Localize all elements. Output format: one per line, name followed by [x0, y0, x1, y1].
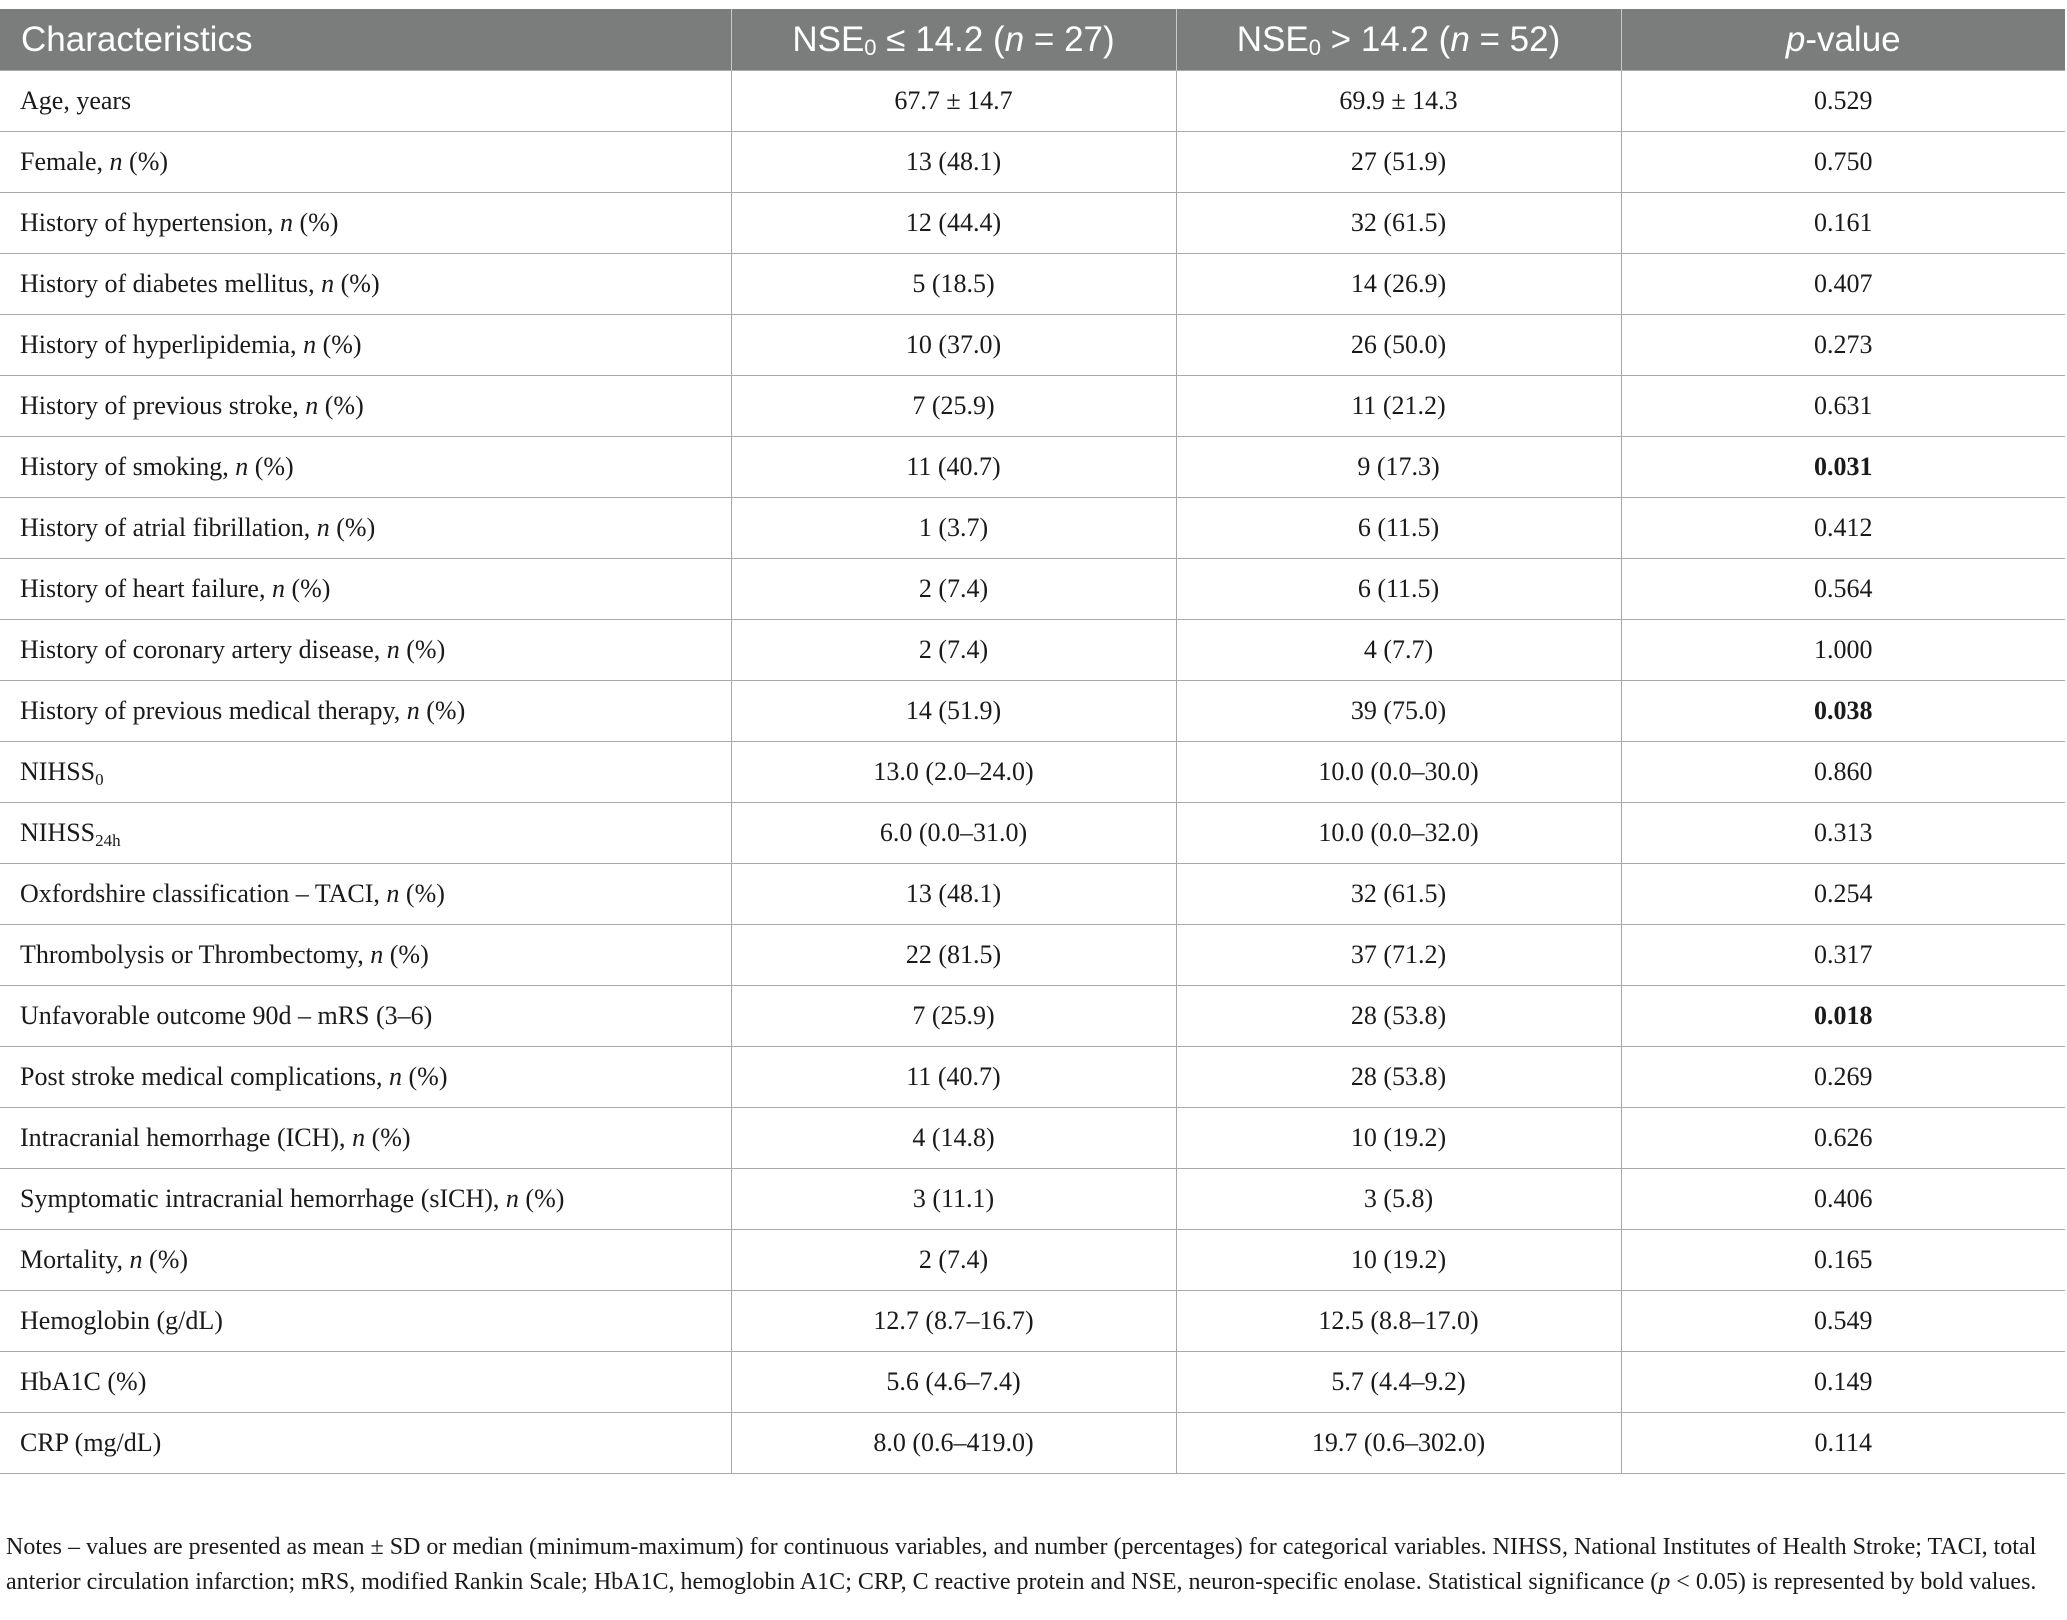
characteristic-subscript: 0 [95, 770, 104, 789]
characteristic-percent-suffix: (%) [399, 635, 446, 664]
characteristic-n-italic: n [321, 269, 335, 298]
cell-pvalue: 0.406 [1621, 1169, 2065, 1230]
cell-characteristic [0, 1291, 731, 1352]
cell-nse-high: 27 (51.9) [1176, 132, 1621, 193]
characteristic-label: Symptomatic intracranial hemorrhage (sICH), [20, 1184, 506, 1213]
characteristic-n-italic: n [305, 391, 319, 420]
characteristic-percent-suffix: (%) [399, 879, 445, 908]
table-header [0, 9, 2065, 71]
characteristic-percent-suffix: (%) [142, 1245, 189, 1274]
characteristic-label: Intracranial hemorrhage (ICH), [20, 1123, 353, 1152]
characteristic-n-italic: n [370, 940, 384, 969]
characteristic-label: History of diabetes mellitus, [20, 269, 322, 298]
header-nse-high-sub: 0 [1308, 34, 1321, 60]
characteristic-percent-suffix: (%) [284, 574, 331, 603]
cell-nse-high: 69.9 ± 14.3 [1176, 71, 1621, 132]
cell-characteristic [0, 1413, 731, 1474]
header-nse-high-n: n [1450, 19, 1470, 59]
cell-nse-high: 32 (61.5) [1176, 193, 1621, 254]
characteristic-percent-suffix: (%) [329, 513, 376, 542]
characteristic-n-italic: n [271, 574, 285, 603]
cell-characteristic [0, 1169, 731, 1230]
cell-pvalue: 0.860 [1621, 742, 2065, 803]
cell-pvalue: 0.269 [1621, 1047, 2065, 1108]
characteristic-label: Hemoglobin (g/dL) [20, 1306, 223, 1335]
cell-pvalue: 0.750 [1621, 132, 2065, 193]
characteristic-percent-suffix: (%) [383, 940, 429, 969]
header-nse-low [731, 9, 1176, 71]
cell-nse-high: 6 (11.5) [1176, 559, 1621, 620]
cell-nse-high: 28 (53.8) [1176, 986, 1621, 1047]
cell-nse-high: 10.0 (0.0–32.0) [1176, 803, 1621, 864]
characteristic-label: History of smoking, [20, 452, 236, 481]
cell-pvalue: 0.412 [1621, 498, 2065, 559]
cell-characteristic [0, 742, 731, 803]
cell-nse-low: 6.0 (0.0–31.0) [731, 803, 1176, 864]
characteristic-label: History of previous stroke, [20, 391, 306, 420]
table-row [0, 1352, 2065, 1413]
notes-text-part2: < 0.05) is represented by bold values. [1670, 1569, 2037, 1595]
cell-nse-high: 3 (5.8) [1176, 1169, 1621, 1230]
characteristic-label: History of hyperlipidemia, [20, 330, 304, 359]
table-row [0, 1230, 2065, 1291]
characteristic-percent-suffix: (%) [248, 452, 294, 481]
cell-pvalue: 0.031 [1621, 437, 2065, 498]
characteristic-label: Thrombolysis or Thrombectomy, [20, 940, 371, 969]
cell-nse-high: 11 (21.2) [1176, 376, 1621, 437]
characteristic-label: Female, [20, 147, 110, 176]
cell-characteristic [0, 925, 731, 986]
cell-nse-high: 9 (17.3) [1176, 437, 1621, 498]
table-notes [6, 1530, 2056, 1600]
header-nse-high-op: > 14.2 ( [1320, 19, 1451, 59]
cell-pvalue: 0.626 [1621, 1108, 2065, 1169]
header-pvalue-p: p [1785, 19, 1806, 59]
notes-p-italic: p [1658, 1569, 1671, 1595]
header-nse-low-n: n [1004, 19, 1025, 59]
cell-nse-high: 6 (11.5) [1176, 498, 1621, 559]
characteristic-label: History of hypertension, [20, 208, 280, 237]
characteristic-n-italic: n [386, 879, 400, 908]
cell-pvalue: 0.038 [1621, 681, 2065, 742]
characteristic-label: Age, years [20, 86, 132, 115]
table-row [0, 376, 2065, 437]
cell-nse-high: 32 (61.5) [1176, 864, 1621, 925]
characteristic-label: History of coronary artery disease, [20, 635, 387, 664]
table-row [0, 437, 2065, 498]
header-pvalue-suffix: -value [1805, 19, 1901, 59]
characteristic-percent-suffix: (%) [316, 330, 362, 359]
cell-nse-low: 8.0 (0.6–419.0) [731, 1413, 1176, 1474]
cell-pvalue: 0.313 [1621, 803, 2065, 864]
cell-nse-high: 39 (75.0) [1176, 681, 1621, 742]
header-nse-low-op: ≤ 14.2 ( [876, 19, 1005, 59]
characteristic-n-italic: n [505, 1184, 519, 1213]
cell-nse-low: 7 (25.9) [731, 986, 1176, 1047]
cell-nse-low: 12.7 (8.7–16.7) [731, 1291, 1176, 1352]
cell-pvalue: 0.317 [1621, 925, 2065, 986]
header-nse-high [1176, 9, 1621, 71]
table-body [0, 71, 2065, 1474]
table-row [0, 498, 2065, 559]
cell-pvalue: 0.254 [1621, 864, 2065, 925]
table-row [0, 864, 2065, 925]
cell-nse-low: 4 (14.8) [731, 1108, 1176, 1169]
characteristic-label: History of atrial fibrillation, [20, 513, 317, 542]
cell-pvalue: 0.631 [1621, 376, 2065, 437]
characteristic-label: Unfavorable outcome 90d – mRS (3–6) [20, 1001, 433, 1030]
characteristic-n-italic: n [316, 513, 330, 542]
header-nse-low-suffix: = 27) [1024, 19, 1115, 59]
cell-nse-high: 19.7 (0.6–302.0) [1176, 1413, 1621, 1474]
cell-nse-high: 5.7 (4.4–9.2) [1176, 1352, 1621, 1413]
characteristic-percent-suffix: (%) [318, 391, 364, 420]
cell-nse-low: 13 (48.1) [731, 864, 1176, 925]
cell-nse-low: 14 (51.9) [731, 681, 1176, 742]
cell-pvalue: 0.149 [1621, 1352, 2065, 1413]
cell-characteristic [0, 376, 731, 437]
cell-pvalue: 1.000 [1621, 620, 2065, 681]
cell-characteristic [0, 437, 731, 498]
cell-characteristic [0, 864, 731, 925]
cell-characteristic [0, 1230, 731, 1291]
characteristics-table-container [0, 9, 2065, 1474]
table-row [0, 71, 2065, 132]
cell-characteristic [0, 71, 731, 132]
cell-nse-low: 2 (7.4) [731, 1230, 1176, 1291]
cell-characteristic [0, 254, 731, 315]
cell-pvalue: 0.165 [1621, 1230, 2065, 1291]
cell-nse-high: 10.0 (0.0–30.0) [1176, 742, 1621, 803]
cell-nse-low: 12 (44.4) [731, 193, 1176, 254]
header-nse-low-prefix: NSE [792, 19, 865, 59]
table-row [0, 681, 2065, 742]
cell-nse-high: 28 (53.8) [1176, 1047, 1621, 1108]
header-characteristics [0, 9, 731, 71]
cell-nse-low: 13 (48.1) [731, 132, 1176, 193]
characteristic-percent-suffix: (%) [292, 208, 339, 237]
cell-characteristic [0, 559, 731, 620]
cell-nse-low: 22 (81.5) [731, 925, 1176, 986]
cell-pvalue: 0.018 [1621, 986, 2065, 1047]
characteristic-label: HbA1C (%) [20, 1367, 147, 1396]
cell-nse-high: 37 (71.2) [1176, 925, 1621, 986]
characteristic-percent-suffix: (%) [334, 269, 380, 298]
cell-nse-low: 11 (40.7) [731, 1047, 1176, 1108]
table-row [0, 193, 2065, 254]
cell-characteristic [0, 193, 731, 254]
cell-nse-high: 4 (7.7) [1176, 620, 1621, 681]
characteristic-n-italic: n [235, 452, 249, 481]
table-row [0, 1108, 2065, 1169]
characteristic-label: Oxfordshire classification – TACI, [20, 879, 387, 908]
characteristic-label: NIHSS [20, 757, 96, 786]
characteristic-label: History of previous medical therapy, [20, 696, 407, 725]
cell-nse-high: 14 (26.9) [1176, 254, 1621, 315]
characteristic-label: Post stroke medical complications, [20, 1062, 389, 1091]
table-row [0, 254, 2065, 315]
cell-nse-low: 67.7 ± 14.7 [731, 71, 1176, 132]
table-row [0, 315, 2065, 376]
characteristic-percent-suffix: (%) [402, 1062, 448, 1091]
header-row [0, 9, 2065, 71]
cell-nse-high: 10 (19.2) [1176, 1230, 1621, 1291]
cell-pvalue: 0.114 [1621, 1413, 2065, 1474]
cell-nse-low: 10 (37.0) [731, 315, 1176, 376]
table-row [0, 1047, 2065, 1108]
cell-nse-low: 1 (3.7) [731, 498, 1176, 559]
cell-nse-high: 26 (50.0) [1176, 315, 1621, 376]
cell-nse-low: 3 (11.1) [731, 1169, 1176, 1230]
cell-nse-low: 11 (40.7) [731, 437, 1176, 498]
cell-nse-low: 2 (7.4) [731, 620, 1176, 681]
cell-nse-low: 5.6 (4.6–7.4) [731, 1352, 1176, 1413]
table-row [0, 986, 2065, 1047]
cell-characteristic [0, 1352, 731, 1413]
header-characteristics-label: Characteristics [21, 19, 253, 59]
characteristic-label: History of heart failure, [20, 574, 272, 603]
characteristic-label: NIHSS [20, 818, 96, 847]
characteristic-label: Mortality, [20, 1245, 130, 1274]
characteristic-n-italic: n [279, 208, 293, 237]
cell-nse-low: 2 (7.4) [731, 559, 1176, 620]
table-row [0, 1291, 2065, 1352]
table-row [0, 559, 2065, 620]
header-nse-low-sub: 0 [864, 34, 877, 60]
cell-pvalue: 0.529 [1621, 71, 2065, 132]
characteristic-percent-suffix: (%) [122, 147, 169, 176]
cell-characteristic [0, 681, 731, 742]
cell-nse-low: 5 (18.5) [731, 254, 1176, 315]
characteristic-label: CRP (mg/dL) [20, 1428, 162, 1457]
cell-characteristic [0, 132, 731, 193]
header-nse-high-suffix: = 52) [1469, 19, 1561, 59]
cell-pvalue: 0.273 [1621, 315, 2065, 376]
cell-pvalue: 0.161 [1621, 193, 2065, 254]
cell-pvalue: 0.564 [1621, 559, 2065, 620]
cell-nse-high: 12.5 (8.8–17.0) [1176, 1291, 1621, 1352]
cell-characteristic [0, 315, 731, 376]
characteristic-percent-suffix: (%) [365, 1123, 411, 1152]
cell-nse-low: 13.0 (2.0–24.0) [731, 742, 1176, 803]
cell-characteristic [0, 620, 731, 681]
cell-pvalue: 0.549 [1621, 1291, 2065, 1352]
characteristic-subscript: 24h [95, 831, 121, 850]
table-row [0, 620, 2065, 681]
header-pvalue [1621, 9, 2065, 71]
characteristic-percent-suffix: (%) [518, 1184, 565, 1213]
characteristic-n-italic: n [109, 147, 123, 176]
characteristic-n-italic: n [352, 1123, 366, 1152]
notes-text-part1: Notes – values are presented as mean ± SD or median (minimum-maximum) for continuous variables, and number (percentages) for categorical variables. NIHSS, National Institutes of Health Stroke; TACI, total anterior circulation infarction; mRS, modified Rankin Scale; HbA1C, hemoglobin A1C; CRP, C reactive protein and NSE, neuron-specific enolase. Statistical significance ( [6, 1534, 2037, 1595]
cell-nse-high: 10 (19.2) [1176, 1108, 1621, 1169]
characteristic-n-italic: n [303, 330, 317, 359]
cell-characteristic [0, 1108, 731, 1169]
cell-nse-low: 7 (25.9) [731, 376, 1176, 437]
table-row [0, 742, 2065, 803]
characteristic-n-italic: n [406, 696, 420, 725]
characteristic-n-italic: n [129, 1245, 143, 1274]
cell-characteristic [0, 803, 731, 864]
table-row [0, 1169, 2065, 1230]
header-nse-high-prefix: NSE [1236, 19, 1309, 59]
characteristic-n-italic: n [386, 635, 400, 664]
table-row [0, 132, 2065, 193]
characteristic-n-italic: n [389, 1062, 402, 1091]
cell-characteristic [0, 498, 731, 559]
table-row [0, 1413, 2065, 1474]
characteristics-table [0, 9, 2065, 1474]
characteristic-percent-suffix: (%) [419, 696, 466, 725]
table-row [0, 925, 2065, 986]
cell-characteristic [0, 986, 731, 1047]
cell-characteristic [0, 1047, 731, 1108]
cell-pvalue: 0.407 [1621, 254, 2065, 315]
table-row [0, 803, 2065, 864]
